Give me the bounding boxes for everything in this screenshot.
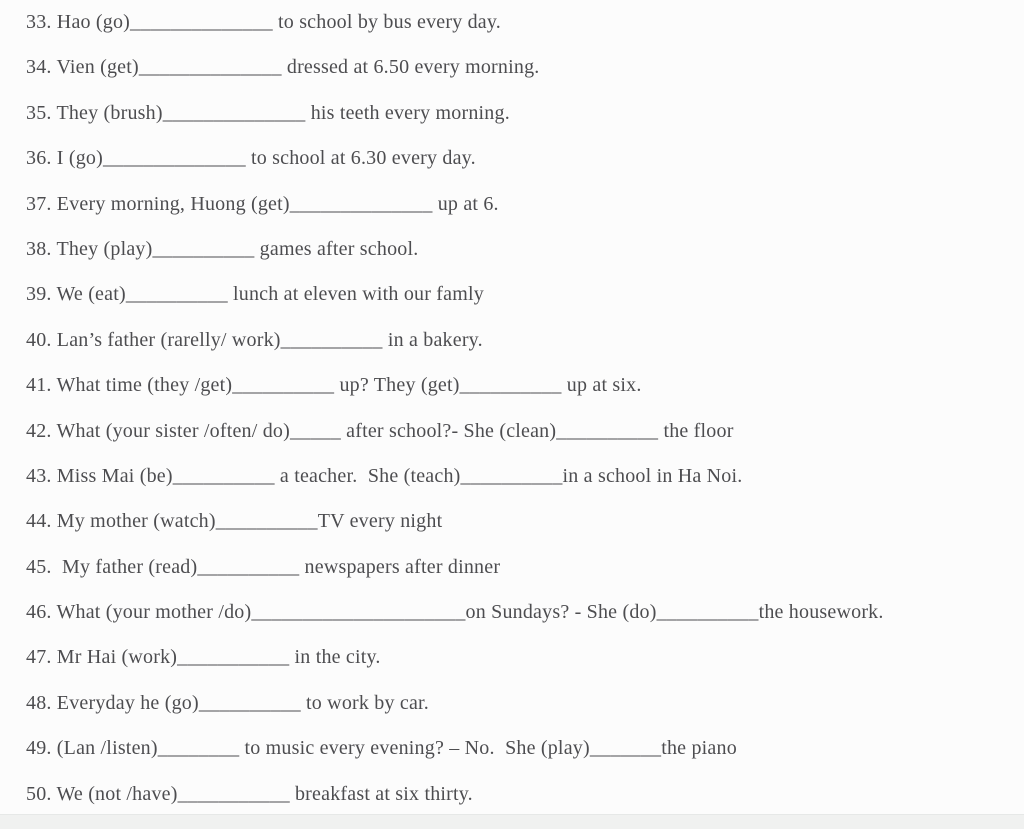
exercise-line-37: 37. Every morning, Huong (get)______________ up at 6. — [26, 192, 499, 215]
exercise-line-40: 40. Lan’s father (rarelly/ work)__________ in a bakery. — [26, 328, 483, 351]
exercise-line-34: 34. Vien (get)______________ dressed at 6.50 every morning. — [26, 56, 540, 79]
exercise-line-41: 41. What time (they /get)__________ up? They (get)__________ up at six. — [26, 374, 642, 397]
exercise-line-47: 47. Mr Hai (work)___________ in the city. — [26, 646, 381, 669]
exercise-line-49: 49. (Lan /listen)________ to music every evening? – No. She (play)_______the piano — [26, 737, 737, 760]
bottom-strip — [0, 814, 1024, 829]
exercise-line-44: 44. My mother (watch)__________TV every night — [26, 510, 443, 533]
exercise-line-42: 42. What (your sister /often/ do)_____ after school?- She (clean)__________ the floor — [26, 419, 734, 442]
exercise-line-38: 38. They (play)__________ games after school. — [26, 237, 419, 260]
exercise-line-43: 43. Miss Mai (be)__________ a teacher. She (teach)__________in a school in Ha Noi. — [26, 464, 743, 487]
exercise-line-48: 48. Everyday he (go)__________ to work by car. — [26, 691, 429, 714]
exercise-line-39: 39. We (eat)__________ lunch at eleven with our famly — [26, 283, 484, 306]
exercise-line-33: 33. Hao (go)______________ to school by bus every day. — [26, 11, 501, 33]
exercise-line-45: 45. My father (read)__________ newspapers after dinner — [26, 555, 501, 578]
exercise-line-46: 46. What (your mother /do)_____________________on Sundays? - She (do)__________the housework. — [26, 601, 884, 624]
exercise-line-36: 36. I (go)______________ to school at 6.30 every day. — [26, 147, 476, 170]
exercise-line-35: 35. They (brush)______________ his teeth every morning. — [26, 101, 510, 124]
exercise-line-50: 50. We (not /have)___________ breakfast at six thirty. — [26, 782, 473, 805]
